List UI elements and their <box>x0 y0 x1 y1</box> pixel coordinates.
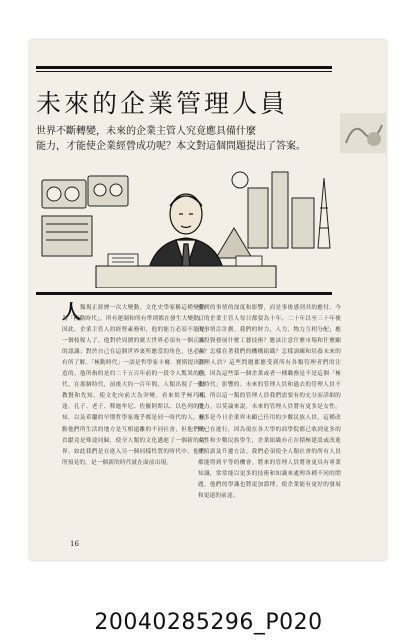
article-title: 未來的企業管理人員 <box>36 89 289 118</box>
desk <box>96 266 276 288</box>
article-subtitle <box>36 124 336 154</box>
subtitle-line: 能力，才能使企業經營成功呢？本文對這個問題提出了答案。 <box>36 141 306 152</box>
page-number: 16 <box>70 540 79 548</box>
adjacent-page-artwork <box>340 113 386 153</box>
article-column-right <box>198 303 341 502</box>
drop-cap: 人 <box>62 301 82 323</box>
article-column-left <box>62 303 205 469</box>
top-rule-thin <box>36 71 332 72</box>
subtitle-line: 世界不斷轉變，未來的企業主管人究竟應具備什麼 <box>36 126 256 137</box>
column-text: 類現正經歷一次大變動。文化史學家稱這種變動為「極動時代」。所有運制和所有準則都在發生大變動。因此，企業主管人的經營素務和，他的能力必須不能是一個枝稼人了。他對於周圍的廣大世界必須有一個正確的認識；對於自己在這個世界裏所應當的角色，也必須有所了解。「極動時代」一語是哲學家卡爾．寶斯提出創造的。他所指的是約二千五百年前的一段令人驚異的時代。在那個時代，前後大約一百年間，人類出現了一批教賢和先知。使文化向前大為突變。看來似乎極巧相逢，孔子、老子、釋迦牟尼、佐羅阿斯以、以色列的先知，以及希臘的早期哲學家幾乎都是同一時代的人。極動他們所生活的地方是互相遠離的不同社會，但他們的貢獻竟是殊途同歸，使全人類的文化邁進了一個新的境界。如此我們是在進入另一個同樣性質的時代中。他們所預見的，是一個新的時代就在面前出現。 <box>62 305 205 466</box>
businessman-illustration <box>36 158 336 288</box>
top-rule <box>36 66 332 69</box>
image-caption: 20040285296_P020 <box>94 610 323 635</box>
column-text: 發到的事情的深度和影響，而是事後感到其的應付。今日的企業主管人每日都要為十年、二十年以至三十年後的事情訂計劃。我們的財力、人力、物力互相分配；應該投資發展什麼工藝技術？應該注意什麼市場和什麼顧客？怎樣在著我們的機構組織？怎樣訓練和培養未來的管理人員？這些問題都應受到所有各類管理者們的注意，因為這些第一個企業或者一種職務是不是這個「極動時代」影響的。未來的管理人員和過去的管理人員不同，所以這一類的管理人員我們需要有的充分而詳細的能力。以莫論來說，未來的管理人員將有更多是女性。更多是今日企業界未顧已任用的少數民族人員，這種改變已在進行，因為現在各大學的商學院都已收到更多的女性和少數民族學生，企業組織亦正在積極建設或改進其培訓及升遷方法。我們必須使全人類社會的所有人員都能得到平等的機會。將來的管理人員將會更具有專業知識，常常能以更多的技術和知識來處理各種不同的問題。他們的學識也將更加淵博，使企業能有更好的發展和更遠的前途。 <box>198 305 341 499</box>
section-rule <box>36 292 332 295</box>
